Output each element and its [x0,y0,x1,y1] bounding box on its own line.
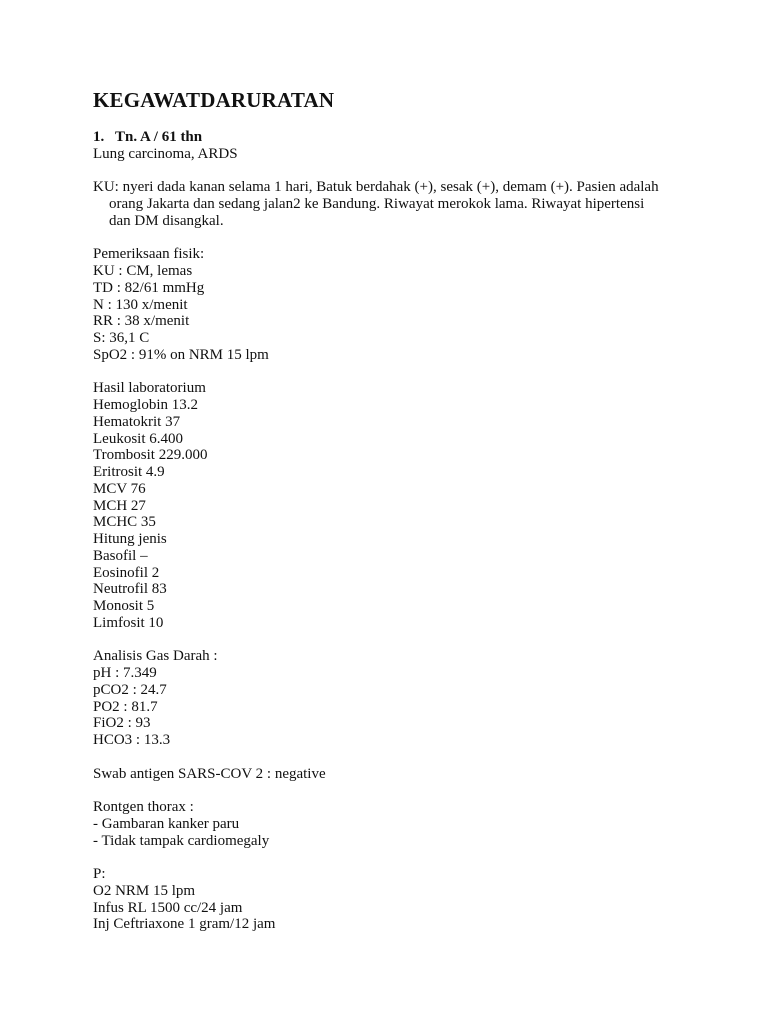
blood-gas-heading: Analisis Gas Darah : [93,648,218,665]
lab-item: Trombosit 229.000 [93,447,208,464]
xray-list [93,816,693,850]
xray-item: - Tidak tampak cardiomegaly [93,832,270,849]
plan-heading: P: [93,866,106,882]
lab-item: Hemoglobin 13.2 [93,397,198,413]
physical-exam-item: TD : 82/61 mmHg [93,279,205,296]
physical-exam-list [93,263,693,364]
case-diagnosis: Lung carcinoma, ARDS [93,145,238,162]
lab-item: Eosinofil 2 [93,564,160,581]
lab-item: MCV 76 [93,480,146,497]
case-number: 1. [93,129,105,145]
blood-gas-item: pCO2 : 24.7 [93,681,167,698]
physical-exam-item: N : 130 x/menit [93,296,188,313]
swab-result: Swab antigen SARS-COV 2 : negative [93,765,326,782]
lab-item: Monosit 5 [93,598,155,614]
xray-item: - Gambaran kanker paru [93,815,240,832]
lab-item: Hematokrit 37 [93,413,181,430]
spacer [93,632,693,649]
blood-gas-item: pH : 7.349 [93,665,157,681]
spacer [93,849,693,866]
physical-exam-item: RR : 38 x/menit [93,313,190,330]
physical-exam-heading: Pemeriksaan fisik: [93,246,205,263]
case-heading [93,129,693,146]
spacer [93,364,693,381]
blood-gas-item: FiO2 : 93 [93,715,151,732]
blood-gas-item: HCO3 : 13.3 [93,732,171,748]
xray-heading: Rontgen thorax : [93,799,194,815]
plan-item: Inj Ceftriaxone 1 gram/12 jam [93,916,276,933]
blood-gas-list [93,665,693,749]
physical-exam-item: KU : CM, lemas [93,263,193,279]
document-page [93,86,693,933]
chief-complaint: KU: nyeri dada kanan selama 1 hari, Batuk berdahak (+), sesak (+), demam (+). Pasien adalah orang Jakarta dan sedang jalan2 ke Bandung. Riwayat merokok lama. Riwayat hipertensi dan DM disangkal. [93,179,659,229]
lab-item: MCH 27 [93,497,146,514]
spacer [93,782,693,799]
lab-item: Hitung jenis [93,531,167,547]
case-patient: Tn. A / 61 thn [115,129,203,145]
plan-item: O2 NRM 15 lpm [93,882,196,899]
lab-item: Eritrosit 4.9 [93,464,165,480]
plan-item: Infus RL 1500 cc/24 jam [93,899,243,916]
lab-item: Neutrofil 83 [93,581,167,598]
physical-exam-item: SpO2 : 91% on NRM 15 lpm [93,346,269,363]
lab-item: Limfosit 10 [93,614,164,631]
lab-item: MCHC 35 [93,514,156,531]
lab-list [93,397,693,632]
spacer [93,163,693,180]
lab-heading: Hasil laboratorium [93,380,206,397]
lab-item: Leukosit 6.400 [93,430,183,447]
document-title: KEGAWATDARURATAN [93,88,335,112]
spacer [93,749,693,766]
lab-item: Basofil – [93,547,148,564]
physical-exam-item: S: 36,1 C [93,330,150,346]
spacer [93,230,693,247]
plan-list [93,883,693,933]
blood-gas-item: PO2 : 81.7 [93,698,158,715]
